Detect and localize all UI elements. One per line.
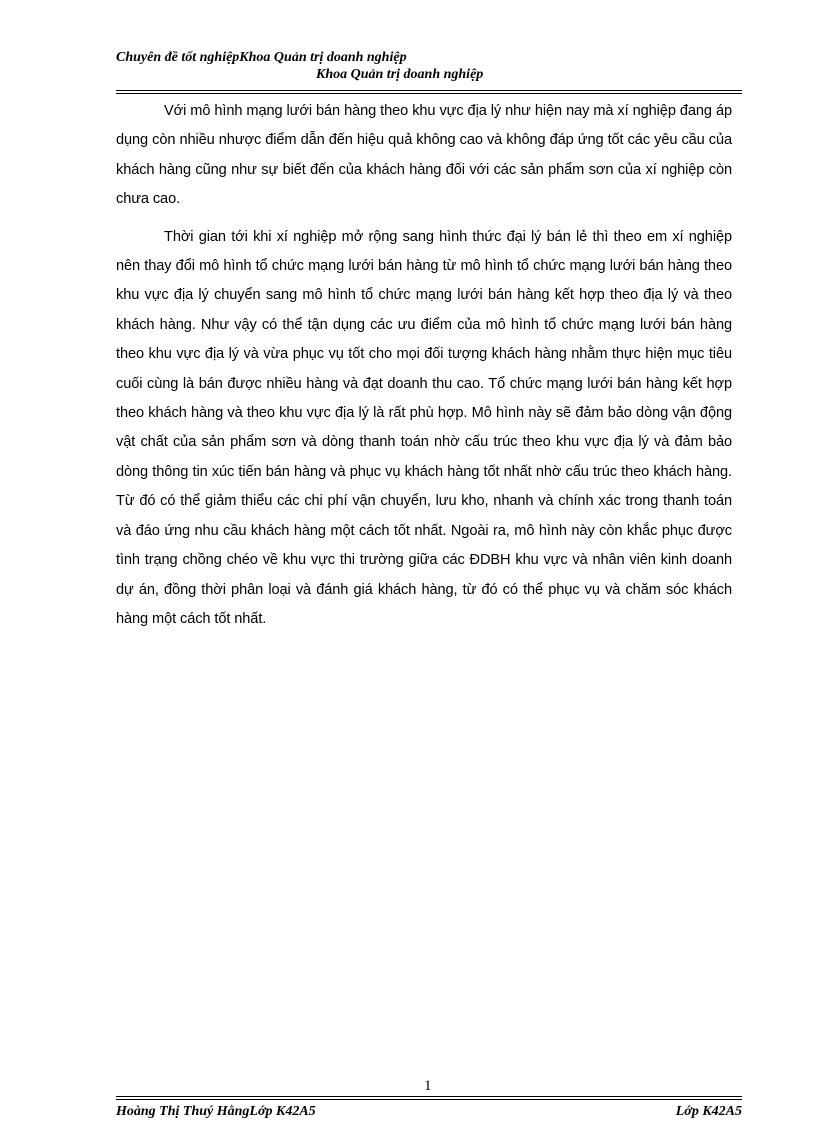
footer-class: Lớp K42A5 [675, 1104, 742, 1119]
header-title-line2: Khoa Quản trị doanh nghiệp [316, 67, 484, 82]
footer-author: Hoàng Thị Thuý HằngLớp K42A5 [116, 1104, 316, 1119]
document-body [116, 97, 732, 642]
page-header [116, 50, 742, 91]
paragraph-1: Với mô hình mạng lưới bán hàng theo khu vực địa lý như hiện nay mà xí nghiệp đang áp dụng còn nhiều nhược điểm dẫn đến hiệu quả không cao và không đáp ứng tốt các yêu cầu của khách hàng cũng như sự biết đến của khách hàng đối với các sản phẩm sơn của xí nghiệp còn chưa cao. [116, 103, 732, 208]
page-number: 1 [424, 1078, 432, 1094]
paragraph-2: Thời gian tới khi xí nghiệp mở rộng sang hình thức đại lý bán lẻ thì theo em xí nghiệp nên thay đổi mô hình tổ chức mạng lưới bán hàng từ mô hình tổ chức mạng lưới bán hàng theo khu vực địa lý chuyển sang mô hình tổ chức mạng lưới bán hàng kết hợp theo địa lý và theo khách hàng. Như vậy có thể tận dụng các ưu điểm của mô hình tổ chức mạng lưới bán hàng theo khu vực địa lý và vừa phục vụ tốt cho mọi đối tượng khách hàng nhằm thực hiện mục tiêu cuối cùng là bán được nhiều hàng và đạt doanh thu cao. Tổ chức mạng lưới bán hàng kết hợp theo khách hàng và theo khu vực địa lý là rất phù hợp. Mô hình này sẽ đảm bảo dòng vận động vật chất của sản phẩm sơn và dòng thanh toán nhờ cấu trúc theo khu vực địa lý và đảm bảo dòng thông tin xúc tiến bán hàng và phục vụ khách hàng tốt nhất nhờ cấu trúc theo khách hàng. Từ đó có thể giảm thiểu các chi phí vận chuyển, lưu kho, nhanh và chính xác trong thanh toán và đáo ứng nhu cầu khách hàng một cách tốt nhất. Ngoài ra, mô hình này còn khắc phục được tình trạng chồng chéo về khu vực thi trường giữa các ĐDBH khu vực và nhân viên kinh doanh dự án, đồng thời phân loại và đánh giá khách hàng, từ đó có thể phục vụ và chăm sóc khách hàng một cách tốt nhất. [116, 228, 732, 627]
header-title-line1: Chuyên đề tốt nghiệpKhoa Quản trị doanh nghiệp [116, 50, 407, 65]
page-footer [116, 1078, 742, 1124]
